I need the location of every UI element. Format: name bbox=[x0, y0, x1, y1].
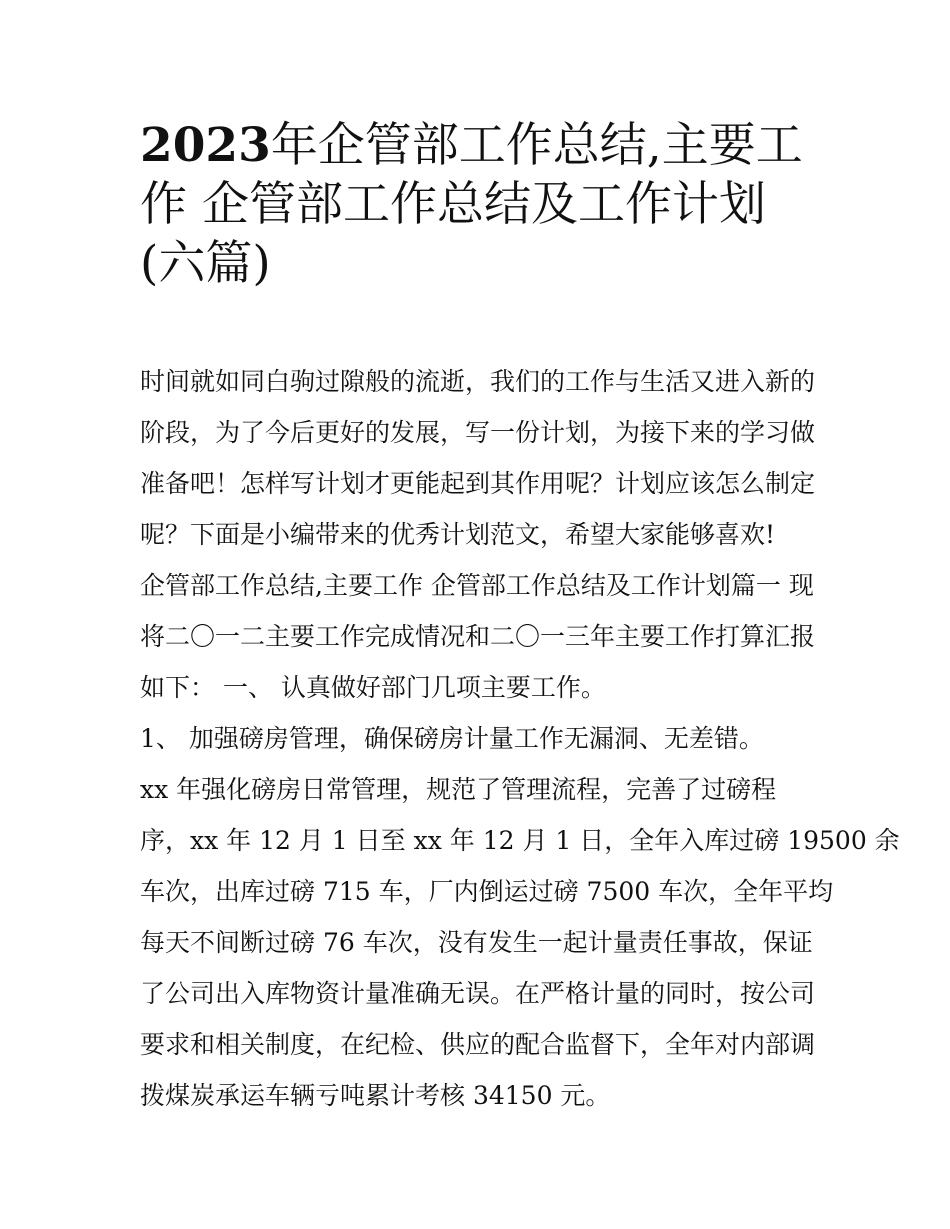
title-text: (六篇) bbox=[140, 236, 271, 291]
body-line: 企管部工作总结,主要工作 企管部工作总结及工作计划篇一 现 bbox=[140, 571, 814, 600]
body-line: 准备吧！怎样写计划才更能起到其作用呢？计划应该怎么制定 bbox=[140, 469, 816, 498]
document-title bbox=[140, 116, 830, 293]
body-line: xx 年强化磅房日常管理，规范了管理流程，完善了过磅程 bbox=[140, 775, 777, 804]
body-line: 每天不间断过磅 76 车次，没有发生一起计量责任事故，保证 bbox=[140, 928, 813, 957]
title-line bbox=[140, 175, 830, 234]
body-line: 如下： 一、 认真做好部门几项主要工作。 bbox=[140, 673, 606, 702]
body-line: 呢？下面是小编带来的优秀计划范文，希望大家能够喜欢! bbox=[140, 520, 776, 549]
body-line: 拨煤炭承运车辆亏吨累计考核 34150 元。 bbox=[140, 1081, 611, 1110]
title-text: 年企管部工作总结,主要工 bbox=[270, 118, 803, 173]
body-line: 1、 加强磅房管理，确保磅房计量工作无漏洞、无差错。 bbox=[140, 724, 764, 753]
title-year: 2023 bbox=[140, 118, 271, 173]
document-body bbox=[140, 356, 900, 1121]
body-line: 将二〇一二主要工作完成情况和二〇一三年主要工作打算汇报 bbox=[140, 622, 816, 651]
body-line: 序，xx 年 12 月 1 日至 xx 年 12 月 1 日，全年入库过磅 19500 余 bbox=[140, 826, 900, 855]
body-line: 时间就如同白驹过隙般的流逝，我们的工作与生活又进入新的 bbox=[140, 367, 816, 396]
title-text: 作 企管部工作总结及工作计划 bbox=[140, 177, 766, 232]
title-line bbox=[140, 116, 830, 175]
body-line: 阶段，为了今后更好的发展，写一份计划，为接下来的学习做 bbox=[140, 418, 816, 447]
body-line: 车次，出库过磅 715 车，厂内倒运过磅 7500 车次，全年平均 bbox=[140, 877, 834, 906]
title-line bbox=[140, 234, 830, 293]
body-line: 了公司出入库物资计量准确无误。在严格计量的同时，按公司 bbox=[140, 979, 816, 1008]
body-line: 要求和相关制度，在纪检、供应的配合监督下，全年对内部调 bbox=[140, 1030, 816, 1059]
